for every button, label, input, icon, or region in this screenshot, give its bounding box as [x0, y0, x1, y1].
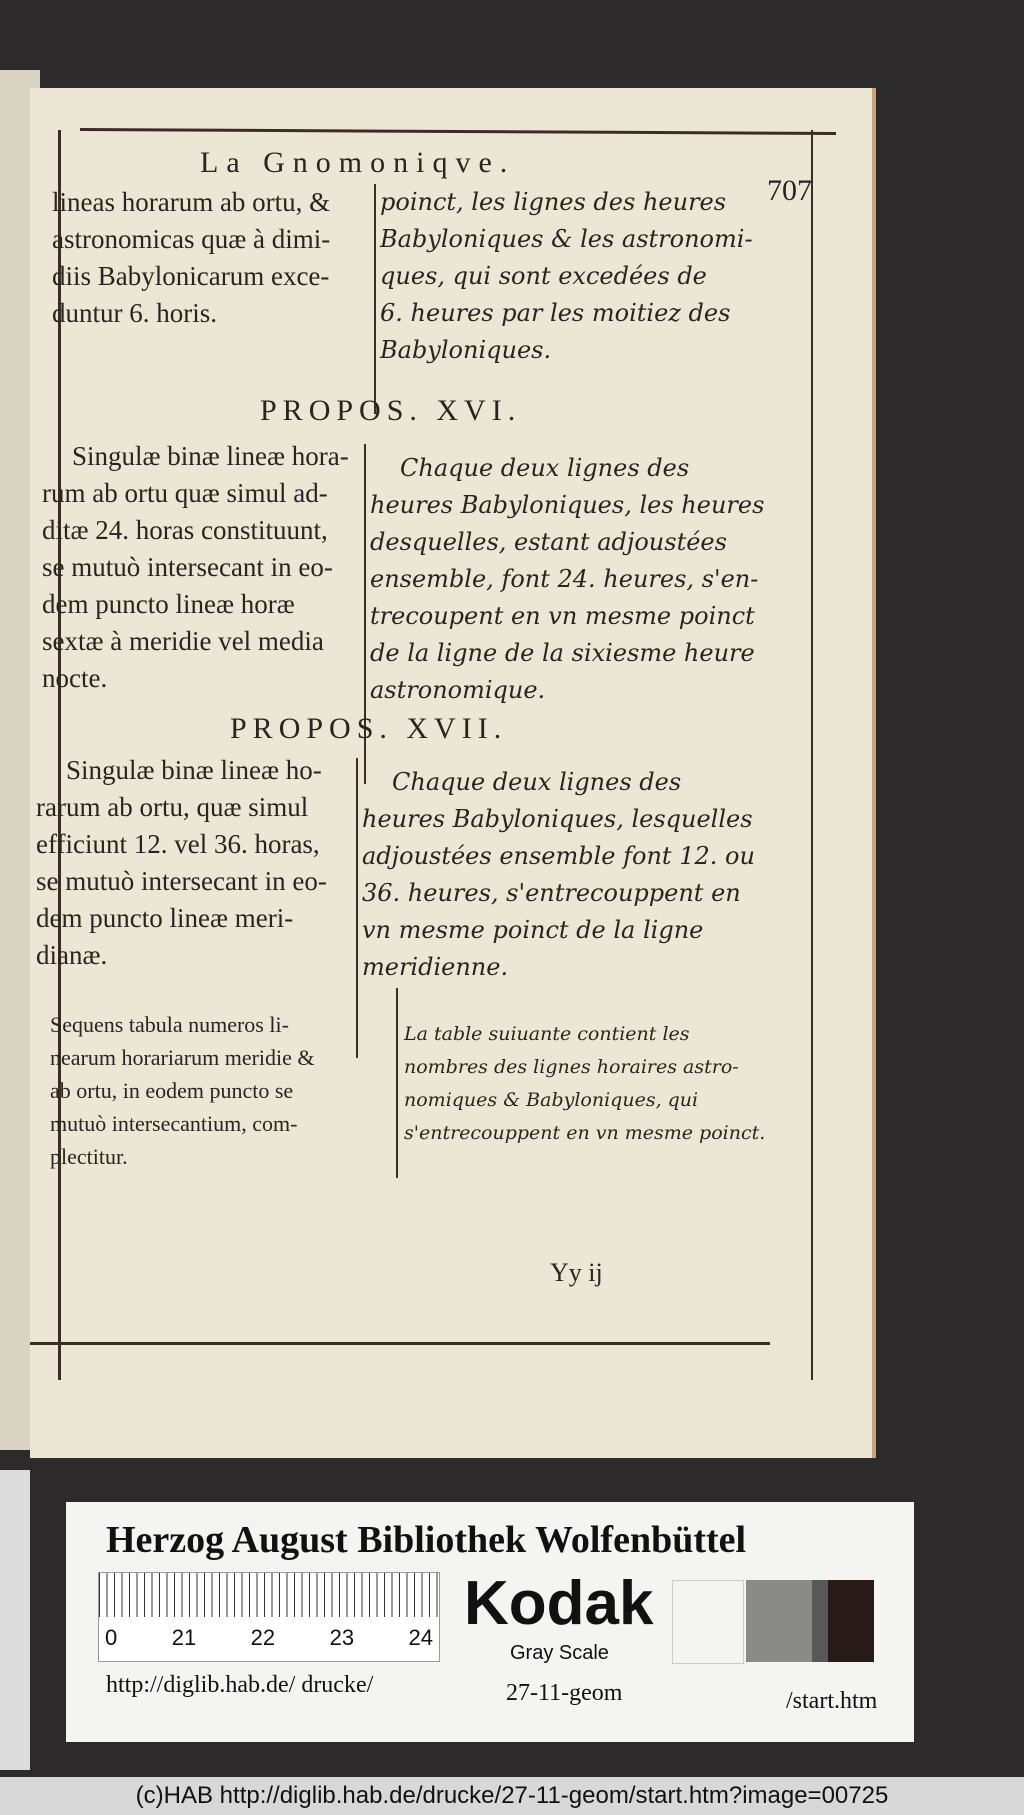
signature-mark: Yy ij — [550, 1258, 603, 1287]
adjacent-page-edge-lower — [0, 1470, 30, 1770]
card-url: http://diglib.hab.de/ drucke/ — [106, 1672, 374, 1698]
ruler-label: 22 — [250, 1625, 276, 1650]
card-start: /start.htm — [786, 1688, 878, 1714]
card-code: 27-11-geom — [506, 1680, 623, 1706]
text-line: trecoupent en vn mesme poinct — [370, 602, 755, 630]
text-line: rarum ab ortu, quæ simul — [36, 792, 309, 822]
text-line: vn mesme poinct de la ligne — [362, 916, 704, 944]
table-intro-french — [404, 1018, 824, 1150]
library-name: Herzog August Bibliothek Wolfenbüttel — [106, 1519, 747, 1561]
text-line: dianæ. — [36, 940, 108, 970]
text-line: Chaque deux lignes des — [400, 454, 690, 482]
gray-swatch-dark — [812, 1580, 828, 1662]
text-line: Singulæ binæ lineæ hora- — [72, 441, 349, 471]
column-divider — [374, 184, 376, 414]
ruler-label: 21 — [171, 1625, 197, 1650]
text-line: Babyloniques. — [380, 336, 552, 364]
bottom-rule — [30, 1342, 770, 1345]
text-line: sextæ à meridie vel media — [42, 626, 324, 656]
text-line: diis Babylonicarum exce- — [52, 261, 330, 291]
text-line: rum ab ortu quæ simul ad- — [42, 478, 328, 508]
text-line: nearum horariarum meridie & — [50, 1045, 315, 1070]
gray-scale-label: Gray Scale — [510, 1642, 609, 1664]
text-line: Singulæ binæ lineæ ho- — [66, 755, 322, 785]
book-page — [30, 88, 872, 1458]
ruler-ticks — [99, 1573, 439, 1617]
intro-french — [380, 184, 810, 369]
ruler-label: 0 — [105, 1625, 118, 1650]
prop17-heading: PROPOS. XVII. — [230, 712, 508, 745]
text-line: de la ligne de la sixiesme heure — [370, 639, 755, 667]
page-number: 707 — [767, 174, 812, 207]
table-intro-latin — [50, 1008, 370, 1173]
text-line: plectitur. — [50, 1144, 128, 1169]
gray-swatch-black — [828, 1580, 874, 1662]
text-line: lineas horarum ab ortu, & — [52, 187, 331, 217]
text-line: mutuò intersecantium, com- — [50, 1111, 298, 1136]
text-line: astronomique. — [370, 676, 546, 704]
text-line: ditæ 24. horas constituunt, — [42, 515, 328, 545]
text-line: Chaque deux lignes des — [392, 768, 682, 796]
text-line: duntur 6. horis. — [52, 298, 217, 328]
ruler-label: 24 — [408, 1625, 433, 1650]
prop17-french — [362, 764, 792, 986]
text-line: 36. heures, s'entrecouppent en — [362, 879, 741, 907]
text-line: Babyloniques & les astronomi- — [380, 225, 753, 253]
text-line: adjoustées ensemble font 12. ou — [362, 842, 755, 870]
text-line: se mutuò intersecant in eo- — [42, 552, 333, 582]
prop16-latin — [42, 438, 372, 697]
text-line: desquelles, estant adjoustées — [370, 528, 727, 556]
prop16-heading: PROPOS. XVI. — [260, 394, 522, 427]
text-line: nombres des lignes horaires astro- — [404, 1056, 739, 1078]
running-header: La Gnomoniqve. — [200, 146, 516, 179]
text-line: meridienne. — [362, 953, 509, 981]
intro-latin — [52, 184, 372, 332]
text-line: ques, qui sont excedées de — [380, 262, 707, 290]
ruler-label: 23 — [329, 1625, 355, 1650]
text-line: dem puncto lineæ horæ — [42, 589, 295, 619]
text-line: nocte. — [42, 663, 108, 693]
text-line: nomiques & Babyloniques, qui — [404, 1089, 699, 1111]
kodak-logo: Kodak — [464, 1569, 654, 1638]
footer-caption: (c)HAB http://diglib.hab.de/drucke/27-11-geom/start.htm?image=00725 — [0, 1777, 1024, 1815]
prop16-french — [370, 450, 800, 709]
text-line: poinct, les lignes des heures — [380, 188, 727, 216]
text-line: heures Babyloniques, les heures — [370, 491, 765, 519]
library-color-card — [66, 1502, 914, 1742]
text-line: dem puncto lineæ meri- — [36, 903, 294, 933]
text-line: astronomicas quæ à dimi- — [52, 224, 331, 254]
text-line: ab ortu, in eodem puncto se — [50, 1078, 294, 1103]
scale-ruler — [98, 1572, 440, 1662]
text-line: efficiunt 12. vel 36. horas, — [36, 829, 320, 859]
ruler-labels — [99, 1625, 439, 1651]
text-line: se mutuò intersecant in eo- — [36, 866, 327, 896]
text-line: 6. heures par les moitiez des — [380, 299, 731, 327]
gray-swatch-white — [672, 1580, 744, 1664]
text-line: Sequens tabula numeros li- — [50, 1012, 289, 1037]
text-line: La table suiuante contient les — [404, 1023, 690, 1045]
column-divider — [396, 988, 398, 1178]
text-line: ensemble, font 24. heures, s'en- — [370, 565, 759, 593]
prop17-latin — [36, 752, 366, 974]
gray-swatch-mid — [746, 1580, 812, 1662]
text-line: s'entrecouppent en vn mesme poinct. — [404, 1122, 766, 1144]
text-line: heures Babyloniques, lesquelles — [362, 805, 753, 833]
